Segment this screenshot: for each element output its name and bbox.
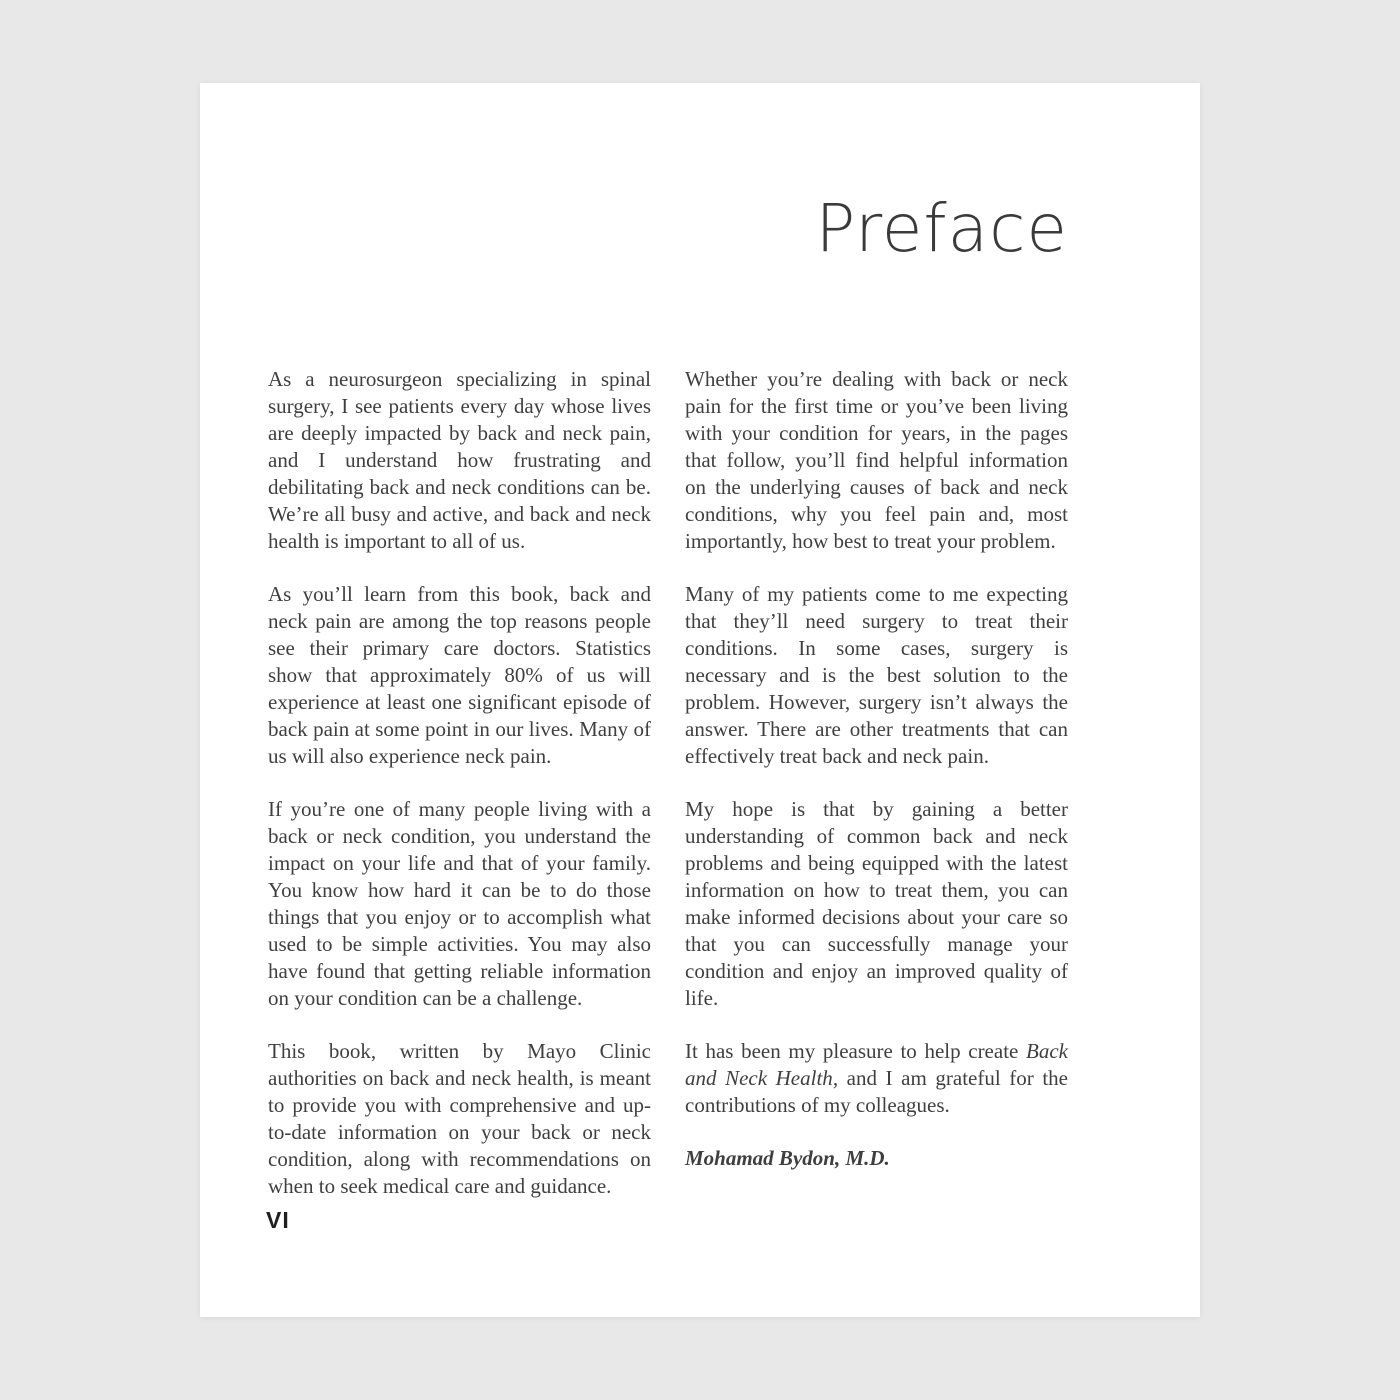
preface-paragraph-5: Whether you’re dealing with back or neck pain for the first time or you’ve been living with your condition for years, in the pages that follow, you’ll find helpful information on the underlying causes of back and neck conditions, why you feel pain and, most importantly, how best to treat your problem. [685, 367, 1068, 553]
text-columns [268, 366, 1068, 1226]
book-page [200, 83, 1200, 1317]
left-column [268, 366, 651, 1226]
author-signature: Mohamad Bydon, M.D. [685, 1146, 890, 1170]
chapter-title: Preface [815, 190, 1068, 267]
book-title-italic: Back and Neck Health [685, 1039, 1068, 1090]
closing-text-pre: It has been my pleasure to help create [685, 1039, 1027, 1063]
preface-paragraph-6: Many of my patients come to me expecting that they’ll need surgery to treat their conditions. In some cases, surgery is necessary and is the best solution to the problem. However, surgery isn’t always the answer. There are other treatments that can effectively treat back and neck pain. [685, 582, 1068, 768]
closing-text-post: , and I am grateful for the contributions of my colleagues. [685, 1066, 1068, 1117]
preface-paragraph-3: If you’re one of many people living with a back or neck condition, you understand the impact on your life and that of your family. You know how hard it can be to do those things that you enjoy or to accomplish what used to be simple activities. You may also have found that getting reliable information on your condition can be a challenge. [268, 797, 651, 1010]
preface-paragraph-7: My hope is that by gaining a better understanding of common back and neck problems and being equipped with the latest information on how to treat them, you can make informed decisions about your care so that you can successfully manage your condition and enjoy an improved quality of life. [685, 797, 1068, 1010]
right-column [685, 366, 1068, 1226]
page-number: VI [266, 1207, 290, 1233]
preface-paragraph-2: As you’ll learn from this book, back and neck pain are among the top reasons people see their primary care doctors. Statistics show that approximately 80% of us will experience at least one significant episode of back pain at some point in our lives. Many of us will also experience neck pain. [268, 582, 651, 768]
preface-paragraph-1: As a neurosurgeon specializing in spinal surgery, I see patients every day whose lives are deeply impacted by back and neck pain, and I understand how frustrating and debilitating back and neck conditions can be. We’re all busy and active, and back and neck health is important to all of us. [268, 367, 651, 553]
preface-paragraph-8 [685, 1038, 1068, 1119]
preface-paragraph-4: This book, written by Mayo Clinic authorities on back and neck health, is meant to provide you with comprehensive and up-to-date information on your back or neck condition, along with recommendations on when to seek medical care and guidance. [268, 1039, 651, 1198]
